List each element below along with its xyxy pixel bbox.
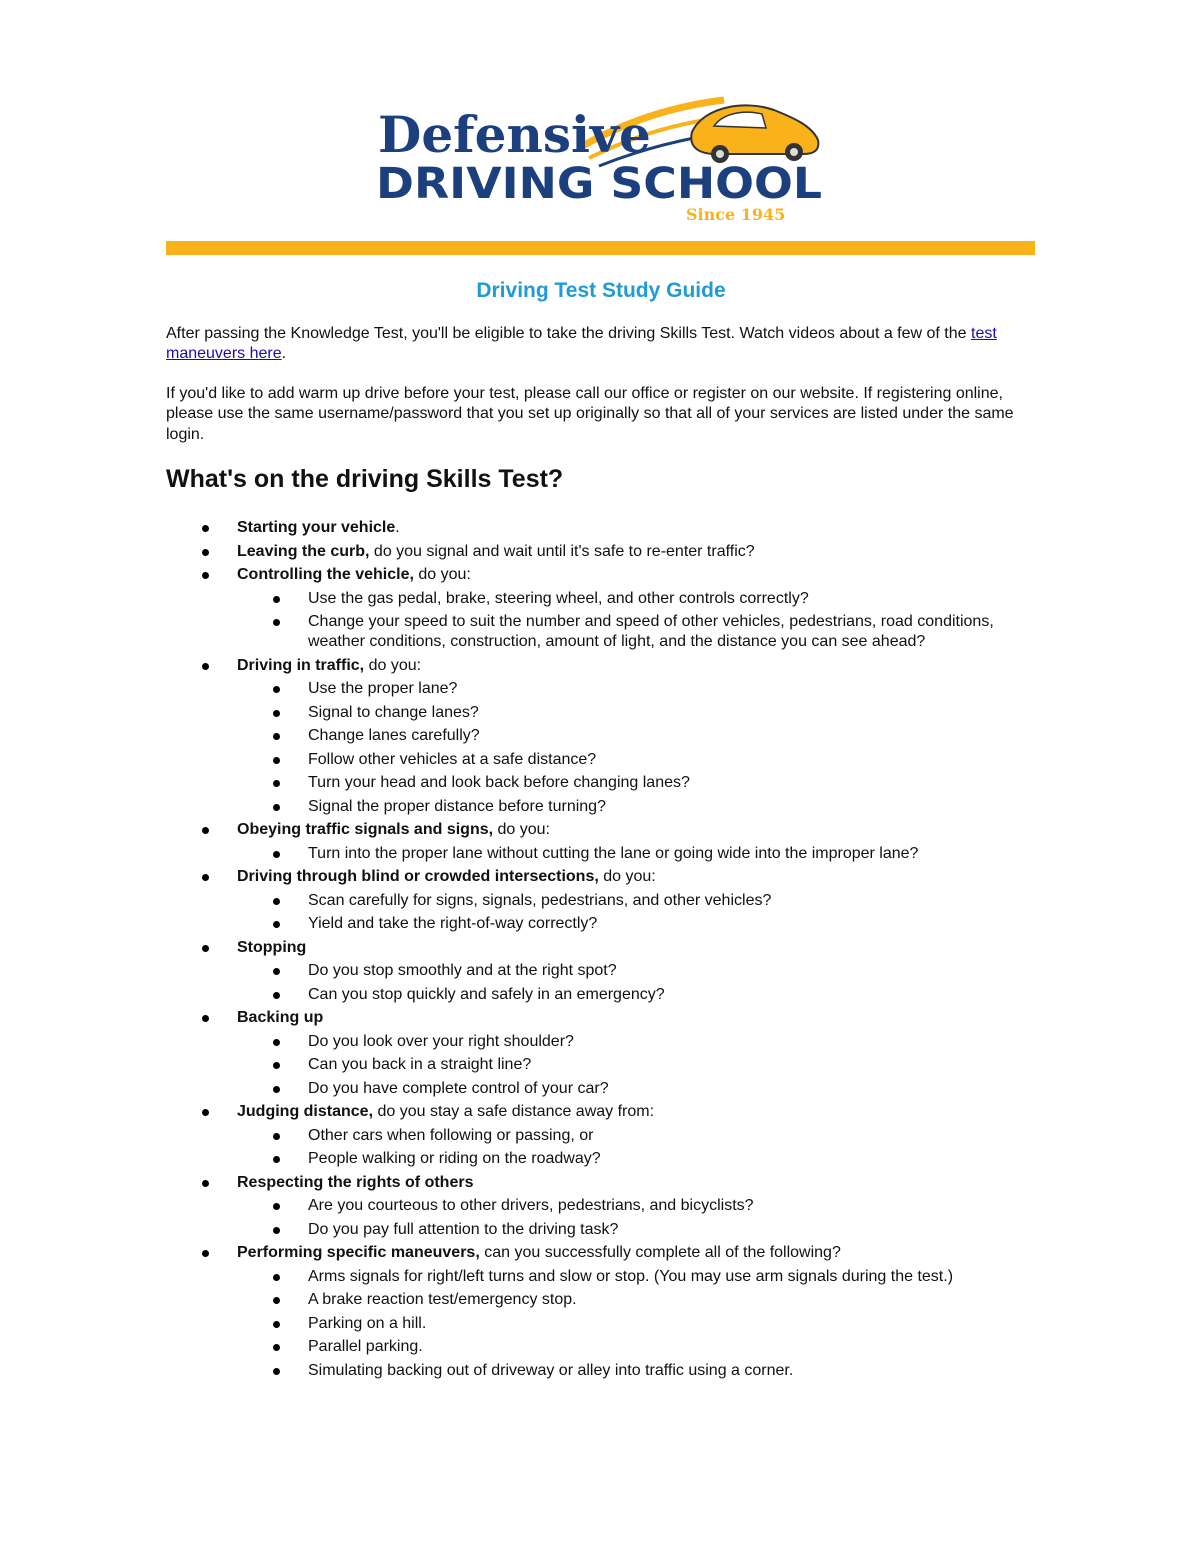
sub-list-item [308, 1079, 1036, 1099]
sub-item-text: Parallel parking. [308, 1338, 423, 1356]
skill-item [237, 656, 1036, 817]
skill-item [237, 518, 1036, 538]
sub-item-text: Simulating backing out of driveway or alley into traffic using a corner. [308, 1361, 794, 1379]
sub-list-item [308, 589, 1036, 609]
sub-list [237, 961, 1036, 1005]
bullet-icon [273, 1156, 280, 1163]
sub-item-text: Can you stop quickly and safely in an emergency? [308, 985, 665, 1003]
sub-item-text: Signal to change lanes? [308, 703, 479, 721]
bullet-icon [273, 1297, 280, 1304]
bullet-icon [202, 874, 209, 881]
bullet-icon [273, 1062, 280, 1069]
skill-item [237, 1008, 1036, 1099]
sub-item-text: Use the gas pedal, brake, steering wheel, and other controls correctly? [308, 589, 809, 607]
logo-graphic [374, 92, 830, 228]
skill-item-title: Backing up [237, 1009, 324, 1027]
bullet-icon [273, 686, 280, 693]
intro-end: . [281, 345, 287, 363]
sub-list [237, 891, 1036, 935]
bullet-icon [273, 780, 280, 787]
bullet-icon [273, 710, 280, 717]
sub-item-text: Are you courteous to other drivers, pedestrians, and bicyclists? [308, 1197, 754, 1215]
bullet-icon [202, 945, 209, 952]
bullet-icon [273, 898, 280, 905]
sub-list-item [308, 773, 1036, 793]
skill-item-text: do you: [413, 566, 471, 584]
bullet-icon [202, 1250, 209, 1257]
sub-item-text: Follow other vehicles at a safe distance? [308, 750, 597, 768]
skill-item-title: Respecting the rights of others [237, 1173, 474, 1191]
bullet-icon [273, 1086, 280, 1093]
bullet-icon [273, 851, 280, 858]
skill-item [237, 938, 1036, 1005]
sub-item-text: Change lanes carefully? [308, 727, 480, 745]
car-icon [691, 105, 818, 163]
section-heading: What's on the driving Skills Test? [166, 465, 564, 494]
sub-list-item [308, 1149, 1036, 1169]
bullet-icon [273, 1321, 280, 1328]
skill-item-text: do you: [493, 821, 550, 839]
skill-item [237, 820, 1036, 864]
bullet-icon [202, 525, 209, 532]
sub-list [237, 844, 1036, 864]
bullet-icon [273, 1039, 280, 1046]
bullet-icon [273, 733, 280, 740]
skill-item [237, 1102, 1036, 1169]
skill-item [237, 1173, 1036, 1240]
intro-paragraph [166, 324, 1036, 365]
skill-item-title: Driving through blind or crowded intersections, [237, 868, 599, 886]
skill-item [237, 565, 1036, 652]
sub-list-item [308, 1032, 1036, 1052]
sub-list-item [308, 797, 1036, 817]
logo-tagline: Since 1945 [686, 205, 786, 224]
skill-item-text: do you signal and wait until it's safe to re-enter traffic? [369, 542, 755, 560]
sub-item-text: Scan carefully for signs, signals, pedestrians, and other vehicles? [308, 891, 772, 909]
sub-item-text: A brake reaction test/emergency stop. [308, 1291, 577, 1309]
sub-list-item [308, 891, 1036, 911]
skill-item-title: Leaving the curb, [237, 542, 370, 560]
sub-item-text: Arms signals for right/left turns and slow or stop. (You may use arm signals during the test.) [308, 1267, 954, 1285]
sub-list-item [308, 679, 1036, 699]
bullet-icon [202, 1180, 209, 1187]
bullet-icon [273, 968, 280, 975]
bullet-icon [202, 1015, 209, 1022]
bullet-icon [273, 992, 280, 999]
sub-list-item [308, 985, 1036, 1005]
bullet-icon [273, 1203, 280, 1210]
sub-list [237, 589, 1036, 653]
sub-list-item [308, 1361, 1036, 1381]
bullet-icon [202, 1109, 209, 1116]
test-maneuvers-link[interactable]: test maneuvers here [166, 325, 997, 363]
sub-list-item [308, 726, 1036, 746]
bullet-icon [273, 1227, 280, 1234]
sub-list-item [308, 1267, 1036, 1287]
skill-item-title: Controlling the vehicle, [237, 566, 414, 584]
header-divider [166, 241, 1035, 255]
skill-item-text: . [395, 519, 400, 537]
skill-item-text: do you: [598, 868, 656, 886]
intro-text: After passing the Knowledge Test, you'll be eligible to take the driving Skills Test. Watch videos about a few of the [166, 325, 971, 342]
sub-list [237, 1032, 1036, 1099]
skill-item-title: Driving in traffic, [237, 656, 365, 674]
sub-item-text: Can you back in a straight line? [308, 1056, 532, 1074]
skills-list [166, 518, 1036, 1381]
document-body [166, 278, 1036, 1384]
bullet-icon [273, 1133, 280, 1140]
skill-item-title: Performing specific maneuvers, [237, 1244, 480, 1262]
skill-item [237, 1243, 1036, 1381]
warmup-paragraph: If you'd like to add warm up drive before your test, please call our office or register on our website. If registering online, please use the same username/password that you set up originally so that all of your services are listed under the same login. [166, 384, 1014, 443]
bullet-icon [273, 1274, 280, 1281]
bullet-icon [202, 572, 209, 579]
sub-list [237, 1267, 1036, 1381]
sub-item-text: People walking or riding on the roadway? [308, 1150, 601, 1168]
sub-list-item [308, 1314, 1036, 1334]
sub-list-item [308, 703, 1036, 723]
sub-list-item [308, 1126, 1036, 1146]
sub-item-text: Use the proper lane? [308, 680, 458, 698]
skill-item-text: do you stay a safe distance away from: [373, 1103, 655, 1121]
bullet-icon [202, 549, 209, 556]
bullet-icon [273, 619, 280, 626]
skill-item-title: Starting your vehicle [237, 519, 396, 537]
sub-item-text: Signal the proper distance before turning? [308, 797, 606, 815]
bullet-icon [273, 1368, 280, 1375]
bullet-icon [202, 663, 209, 670]
sub-list-item [308, 914, 1036, 934]
sub-list-item [308, 1055, 1036, 1075]
logo-line2: DRIVING SCHOOL [376, 159, 822, 209]
skill-item-text: can you successfully complete all of the following? [479, 1244, 841, 1262]
skill-item [237, 867, 1036, 934]
sub-item-text: Yield and take the right-of-way correctly? [308, 915, 598, 933]
sub-item-text: Turn your head and look back before changing lanes? [308, 774, 690, 792]
sub-list-item [308, 961, 1036, 981]
sub-item-text: Turn into the proper lane without cutting the lane or going wide into the improper lane? [308, 844, 919, 862]
sub-item-text: Parking on a hill. [308, 1314, 427, 1332]
sub-item-text: Do you look over your right shoulder? [308, 1032, 574, 1050]
sub-list [237, 1196, 1036, 1240]
bullet-icon [273, 596, 280, 603]
sub-list-item [308, 1220, 1036, 1240]
bullet-icon [273, 757, 280, 764]
sub-list [237, 1126, 1036, 1170]
sub-list-item [308, 1337, 1036, 1357]
sub-list-item [308, 612, 1036, 652]
sub-list-item [308, 1290, 1036, 1310]
skill-item-title: Obeying traffic signals and signs, [237, 821, 494, 839]
skill-item [237, 542, 1036, 562]
sub-item-text: Do you pay full attention to the driving task? [308, 1220, 619, 1238]
skill-item-title: Judging distance, [237, 1103, 374, 1121]
skill-item-title: Stopping [237, 938, 307, 956]
bullet-icon [202, 827, 209, 834]
sub-list-item [308, 750, 1036, 770]
bullet-icon [273, 804, 280, 811]
bullet-icon [273, 1344, 280, 1351]
sub-item-text: Change your speed to suit the number and speed of other vehicles, pedestrians, road conditions, weather conditions, construction, amount of light, and the distance you can see ahead? [308, 613, 994, 651]
skill-item-text: do you: [364, 656, 422, 674]
logo-line1: Defensive [378, 105, 651, 164]
sub-list [237, 679, 1036, 817]
sub-item-text: Do you have complete control of your car? [308, 1079, 609, 1097]
sub-item-text: Other cars when following or passing, or [308, 1126, 594, 1144]
school-logo [374, 92, 830, 228]
sub-item-text: Do you stop smoothly and at the right spot? [308, 962, 617, 980]
sub-list-item [308, 1196, 1036, 1216]
page-title: Driving Test Study Guide [476, 279, 726, 302]
sub-list-item [308, 844, 1036, 864]
bullet-icon [273, 921, 280, 928]
